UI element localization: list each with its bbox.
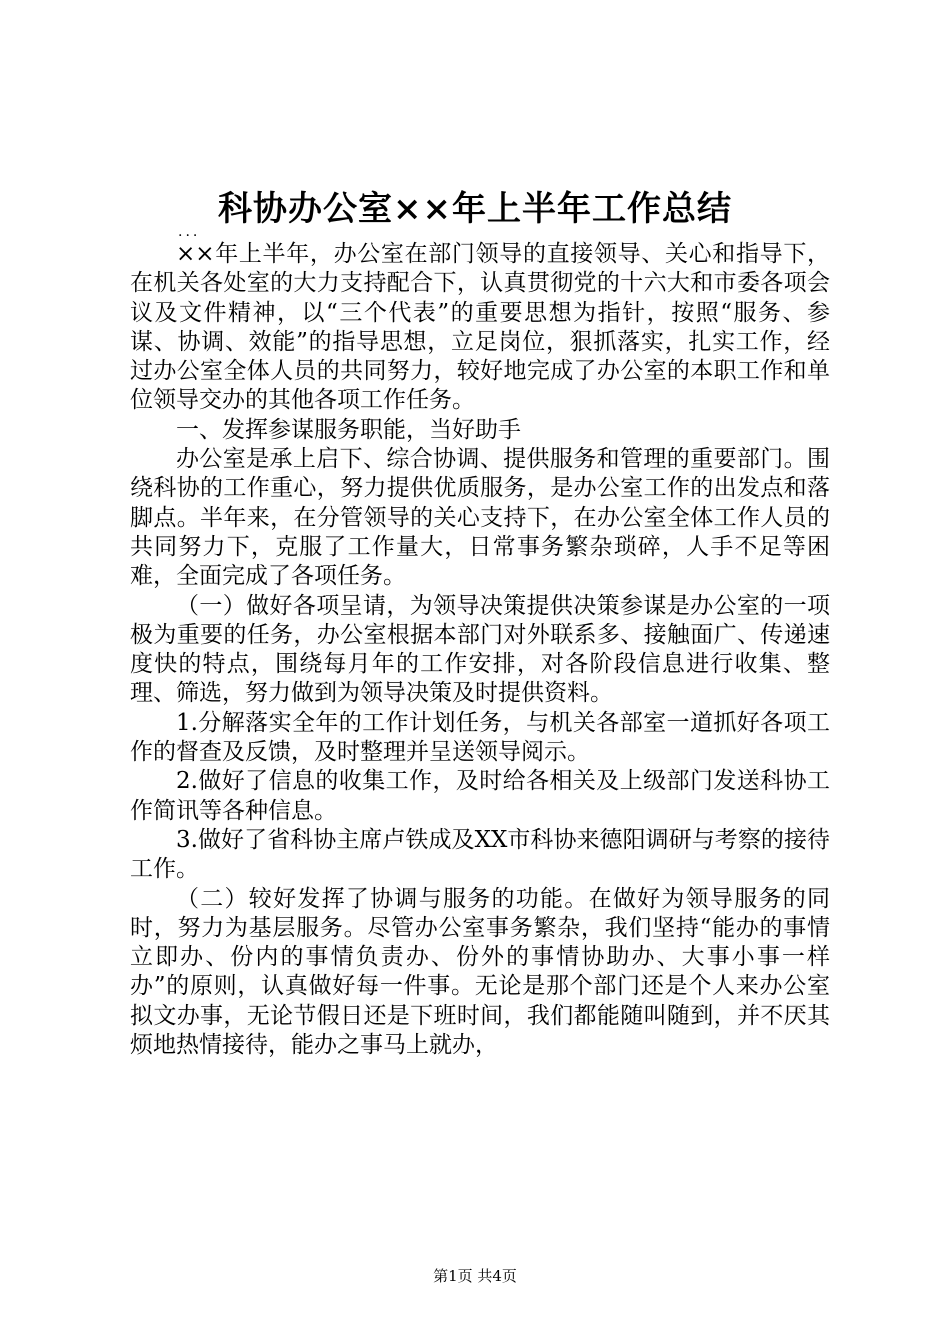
list-item-3: 3.做好了省科协主席卢铁成及XX市科协来德阳调研与考察的接待工作。 bbox=[130, 826, 830, 883]
ellipsis-mark: ... bbox=[178, 224, 201, 240]
list-item-2: 2.做好了信息的收集工作，及时给各相关及上级部门发送科协工作简讯等各种信息。 bbox=[130, 768, 830, 824]
paragraph-subsection-1: （一）做好各项呈请，为领导决策提供决策参谋是办公室的一项极为重要的任务，办公室根据本部门对外联系多、接触面广、传递速度快的特点，围绕每月年的工作安排，对各阶段信息进行收集、整理、筛选，努力做到为领导决策及时提供资料。 bbox=[130, 592, 830, 707]
section-heading-1: 一、发挥参谋服务职能，当好助手 bbox=[176, 416, 521, 443]
page-footer: 第1页 共4页 bbox=[433, 1267, 517, 1285]
list-item-1: 1.分解落实全年的工作计划任务，与机关各部室一道抓好各项工作的督查及反馈，及时整理并呈送领导阅示。 bbox=[130, 709, 830, 766]
paragraph-section-1: 办公室是承上启下、综合协调、提供服务和管理的重要部门。围绕科协的工作重心，努力提供优质服务，是办公室工作的出发点和落脚点。半年来，在分管领导的关心支持下，在办公室全体工作人员的共同努力下，克服了工作量大，日常事务繁杂琐碎，人手不足等困难，全面完成了各项任务。 bbox=[130, 446, 830, 590]
document-body bbox=[130, 240, 830, 1060]
document-title: 科协办公室××年上半年工作总结 bbox=[218, 189, 732, 229]
paragraph-subsection-2: （二）较好发挥了协调与服务的功能。在做好为领导服务的同时，努力为基层服务。尽管办公室事务繁杂，我们坚持“能办的事情立即办、份内的事情负责办、份外的事情协助办、大事小事一样办”的原则，认真做好每一件事。无论是那个部门还是个人来办公室拟文办事，无论节假日还是下班时间，我们都能随叫随到，并不厌其烦地热情接待，能办之事马上就办， bbox=[130, 885, 830, 1059]
paragraph-intro: ××年上半年，办公室在部门领导的直接领导、关心和指导下，在机关各处室的大力支持配合下，认真贯彻党的十六大和市委各项会议及文件精神，以“三个代表”的重要思想为指针，按照“服务、参谋、协调、效能”的指导思想，立足岗位，狠抓落实，扎实工作，经过办公室全体人员的共同努力，较好地完成了办公室的本职工作和单位领导交办的其他各项工作任务。 bbox=[130, 241, 830, 414]
